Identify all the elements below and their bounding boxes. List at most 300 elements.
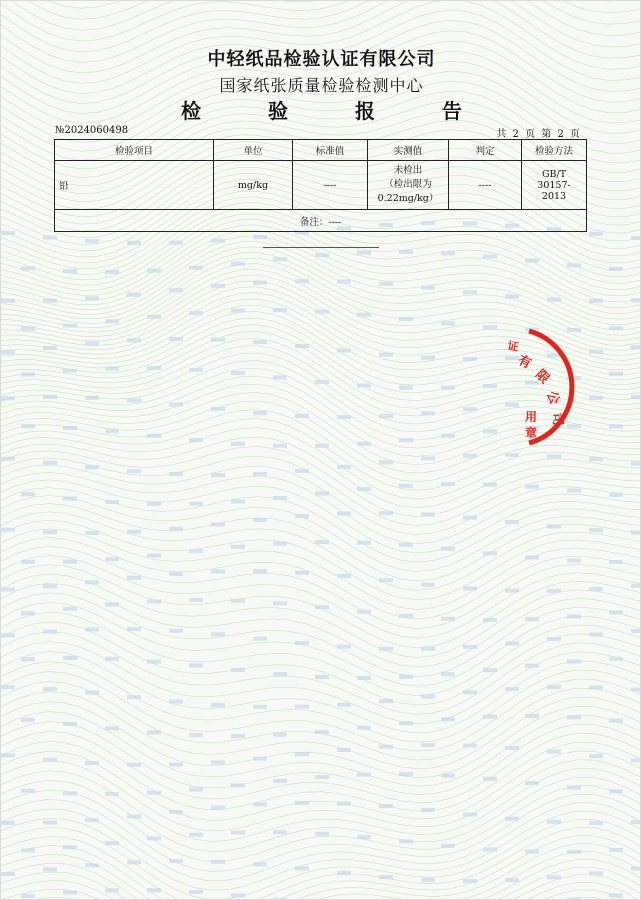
watermark-mark bbox=[441, 251, 455, 255]
watermark-mark bbox=[105, 603, 119, 607]
watermark-mark bbox=[21, 894, 35, 898]
watermark-mark bbox=[169, 859, 183, 863]
watermark-mark bbox=[253, 757, 267, 761]
watermark-mark bbox=[127, 627, 141, 631]
watermark-mark bbox=[421, 356, 435, 360]
watermark-mark bbox=[505, 453, 519, 457]
watermark-mark bbox=[525, 781, 539, 785]
watermark-mark bbox=[295, 514, 309, 518]
watermark-mark bbox=[105, 367, 119, 371]
remarks-cell bbox=[55, 210, 587, 232]
table-row bbox=[55, 161, 587, 210]
watermark-mark bbox=[43, 530, 57, 534]
watermark-mark bbox=[589, 350, 603, 354]
watermark-mark bbox=[189, 368, 203, 372]
watermark-mark bbox=[589, 871, 603, 875]
guilloche-line bbox=[1, 225, 641, 308]
watermark-mark bbox=[189, 502, 203, 506]
watermark-mark bbox=[399, 250, 413, 254]
watermark-mark bbox=[85, 818, 99, 822]
svg-text:证: 证 bbox=[506, 339, 520, 354]
watermark-mark bbox=[463, 454, 477, 458]
watermark-mark bbox=[169, 402, 183, 406]
watermark-mark bbox=[63, 791, 77, 795]
watermark-mark bbox=[105, 429, 119, 433]
watermark-mark bbox=[315, 775, 329, 779]
watermark-mark bbox=[43, 758, 57, 762]
watermark-mark bbox=[189, 733, 203, 737]
watermark-mark bbox=[169, 763, 183, 767]
watermark-mark bbox=[357, 835, 371, 839]
watermark-mark bbox=[547, 298, 561, 302]
guilloche-line bbox=[1, 465, 641, 535]
watermark-mark bbox=[147, 269, 161, 273]
watermark-mark bbox=[169, 472, 183, 476]
watermark-mark bbox=[189, 833, 203, 837]
cell-judgement: ---- bbox=[449, 161, 522, 210]
guilloche-line bbox=[1, 875, 641, 900]
watermark-mark bbox=[295, 801, 309, 805]
organization-name: 中轻纸品检验认证有限公司 bbox=[207, 49, 436, 70]
watermark-mark bbox=[63, 369, 77, 373]
end-of-report-line bbox=[263, 247, 379, 248]
watermark-mark bbox=[441, 386, 455, 390]
watermark-mark bbox=[43, 868, 57, 872]
watermark-mark bbox=[463, 357, 477, 361]
watermark-mark bbox=[631, 462, 641, 466]
watermark-mark bbox=[609, 893, 623, 897]
watermark-mark bbox=[253, 340, 267, 344]
watermark-mark bbox=[1, 457, 15, 461]
watermark-mark bbox=[567, 715, 581, 719]
inspection-center-name: 国家纸张质量检验检测中心 bbox=[219, 76, 424, 95]
watermark-mark bbox=[525, 556, 539, 560]
watermark-mark bbox=[421, 878, 435, 882]
watermark-mark bbox=[231, 545, 245, 549]
watermark-mark bbox=[547, 454, 561, 458]
watermark-mark bbox=[211, 239, 225, 243]
watermark-mark bbox=[315, 310, 329, 314]
watermark-mark bbox=[631, 584, 641, 588]
watermark-mark bbox=[231, 371, 245, 375]
watermark-mark bbox=[631, 688, 641, 692]
watermark-mark bbox=[525, 485, 539, 489]
watermark-mark bbox=[379, 353, 393, 357]
watermark-mark bbox=[1, 633, 15, 637]
watermark-mark bbox=[609, 719, 623, 723]
watermark-mark bbox=[295, 469, 309, 473]
guilloche-line bbox=[1, 732, 641, 803]
watermark-mark bbox=[379, 511, 393, 515]
watermark-mark bbox=[127, 469, 141, 473]
watermark-mark bbox=[315, 832, 329, 836]
watermark-mark bbox=[483, 483, 497, 487]
watermark-mark bbox=[63, 426, 77, 430]
watermark-mark bbox=[441, 774, 455, 778]
watermark-mark bbox=[21, 718, 35, 722]
watermark-mark bbox=[21, 424, 35, 428]
watermark-mark bbox=[337, 802, 351, 806]
watermark-mark bbox=[421, 456, 435, 460]
watermark-mark bbox=[567, 850, 581, 854]
watermark-mark bbox=[505, 520, 519, 524]
watermark-mark bbox=[399, 772, 413, 776]
watermark-mark bbox=[231, 262, 245, 266]
watermark-mark bbox=[189, 664, 203, 668]
watermark-mark bbox=[127, 695, 141, 699]
watermark-mark bbox=[441, 434, 455, 438]
watermark-mark bbox=[85, 296, 99, 300]
watermark-mark bbox=[21, 373, 35, 377]
guilloche-line bbox=[1, 574, 641, 657]
watermark-mark bbox=[337, 645, 351, 649]
report-title: 检 验 报 告 bbox=[181, 99, 492, 123]
watermark-mark bbox=[463, 407, 477, 411]
watermark-mark bbox=[169, 572, 183, 576]
watermark-mark bbox=[147, 502, 161, 506]
watermark-mark bbox=[63, 891, 77, 895]
guilloche-line bbox=[1, 777, 641, 851]
watermark-mark bbox=[1, 396, 15, 400]
watermark-mark bbox=[483, 618, 497, 622]
watermark-mark bbox=[295, 344, 309, 348]
guilloche-line bbox=[1, 672, 641, 752]
watermark-mark bbox=[357, 384, 371, 388]
watermark-mark bbox=[525, 714, 539, 718]
watermark-mark bbox=[483, 777, 497, 781]
watermark-mark bbox=[169, 527, 183, 531]
watermark-mark bbox=[273, 444, 287, 448]
watermark-mark bbox=[43, 687, 57, 691]
watermark-mark bbox=[211, 338, 225, 342]
watermark-mark bbox=[105, 888, 119, 892]
watermark-mark bbox=[43, 299, 57, 303]
watermark-mark bbox=[567, 786, 581, 790]
watermark-mark bbox=[379, 578, 393, 582]
watermark-mark bbox=[609, 267, 623, 271]
watermark-mark bbox=[399, 839, 413, 843]
watermark-mark bbox=[127, 398, 141, 402]
watermark-mark bbox=[399, 484, 413, 488]
guilloche-line bbox=[1, 547, 641, 629]
watermark-mark bbox=[253, 569, 267, 573]
watermark-mark bbox=[63, 324, 77, 328]
watermark-mark bbox=[463, 516, 477, 520]
watermark-mark bbox=[315, 491, 329, 495]
watermark-mark bbox=[609, 372, 623, 376]
watermark-mark bbox=[399, 317, 413, 321]
watermark-mark bbox=[547, 875, 561, 879]
watermark-mark bbox=[1, 299, 15, 303]
watermark-mark bbox=[315, 444, 329, 448]
watermark-mark bbox=[357, 676, 371, 680]
watermark-mark bbox=[211, 860, 225, 864]
guilloche-line bbox=[1, 786, 641, 862]
watermark-mark bbox=[441, 547, 455, 551]
guilloche-line bbox=[1, 1, 641, 19]
watermark-mark bbox=[273, 830, 287, 834]
watermark-mark bbox=[147, 315, 161, 319]
watermark-mark bbox=[169, 337, 183, 341]
watermark-mark bbox=[399, 386, 413, 390]
watermark-mark bbox=[631, 758, 641, 762]
watermark-mark bbox=[273, 601, 287, 605]
watermark-mark bbox=[357, 610, 371, 614]
watermark-mark bbox=[127, 814, 141, 818]
watermark-mark bbox=[1, 231, 15, 235]
watermark-mark bbox=[525, 850, 539, 854]
watermark-mark bbox=[379, 414, 393, 418]
watermark-mark bbox=[211, 570, 225, 574]
watermark-mark bbox=[231, 442, 245, 446]
cell-item: 铅 bbox=[55, 161, 214, 210]
watermark-mark bbox=[295, 866, 309, 870]
watermark-mark bbox=[43, 395, 57, 399]
guilloche-line bbox=[1, 488, 641, 562]
watermark-mark bbox=[483, 668, 497, 672]
guilloche-line bbox=[1, 811, 641, 890]
watermark-mark bbox=[463, 290, 477, 294]
watermark-mark bbox=[1, 588, 15, 592]
watermark-mark bbox=[337, 574, 351, 578]
watermark-mark bbox=[189, 890, 203, 894]
watermark-mark bbox=[253, 518, 267, 522]
watermark-mark bbox=[105, 319, 119, 323]
watermark-mark bbox=[85, 761, 99, 765]
watermark-mark bbox=[315, 605, 329, 609]
watermark-mark bbox=[127, 763, 141, 767]
watermark-mark bbox=[189, 266, 203, 270]
watermark-mark bbox=[463, 879, 477, 883]
watermark-mark bbox=[463, 690, 477, 694]
watermark-mark bbox=[379, 282, 393, 286]
watermark-mark bbox=[231, 500, 245, 504]
watermark-mark bbox=[253, 472, 267, 476]
watermark-mark bbox=[295, 571, 309, 575]
watermark-mark bbox=[43, 461, 57, 465]
watermark-mark bbox=[231, 599, 245, 603]
header-method: 检验方法 bbox=[522, 140, 587, 161]
guilloche-line bbox=[1, 632, 641, 715]
watermark-mark bbox=[379, 647, 393, 651]
watermark-mark bbox=[85, 580, 99, 584]
watermark-mark bbox=[43, 235, 57, 239]
watermark-mark bbox=[105, 792, 119, 796]
inspection-results-table bbox=[54, 139, 587, 232]
watermark-mark bbox=[21, 657, 35, 661]
watermark-mark bbox=[295, 414, 309, 418]
watermark-mark bbox=[379, 804, 393, 808]
watermark-mark bbox=[295, 705, 309, 709]
watermark-mark bbox=[63, 845, 77, 849]
watermark-mark bbox=[1, 753, 15, 757]
watermark-mark bbox=[357, 487, 371, 491]
watermark-mark bbox=[1, 872, 15, 876]
watermark-mark bbox=[547, 820, 561, 824]
guilloche-line bbox=[1, 712, 641, 787]
watermark-mark bbox=[631, 298, 641, 302]
watermark-mark bbox=[337, 703, 351, 707]
svg-text:有: 有 bbox=[515, 353, 534, 373]
watermark-mark bbox=[315, 540, 329, 544]
watermark-mark bbox=[589, 396, 603, 400]
watermark-mark bbox=[189, 598, 203, 602]
watermark-mark bbox=[589, 299, 603, 303]
watermark-mark bbox=[631, 236, 641, 240]
watermark-mark bbox=[505, 589, 519, 593]
watermark-mark bbox=[253, 411, 267, 415]
guilloche-line bbox=[1, 247, 641, 330]
guilloche-line bbox=[1, 867, 641, 900]
guilloche-line bbox=[1, 642, 641, 724]
watermark-mark bbox=[609, 657, 623, 661]
watermark-mark bbox=[295, 641, 309, 645]
watermark-mark bbox=[483, 551, 497, 555]
watermark-mark bbox=[357, 313, 371, 317]
watermark-mark bbox=[421, 286, 435, 290]
watermark-mark bbox=[253, 235, 267, 239]
watermark-mark bbox=[631, 531, 641, 535]
watermark-mark bbox=[231, 309, 245, 313]
watermark-mark bbox=[211, 523, 225, 527]
watermark-mark bbox=[357, 251, 371, 255]
svg-text:用: 用 bbox=[525, 410, 538, 424]
header-measured: 实测值 bbox=[368, 140, 449, 161]
watermark-mark bbox=[211, 284, 225, 288]
watermark-mark bbox=[483, 848, 497, 852]
watermark-mark bbox=[169, 241, 183, 245]
watermark-mark bbox=[85, 396, 99, 400]
watermark-mark bbox=[43, 346, 57, 350]
watermark-mark bbox=[189, 549, 203, 553]
guilloche-line bbox=[1, 819, 641, 899]
watermark-mark bbox=[505, 294, 519, 298]
watermark-mark bbox=[589, 821, 603, 825]
watermark-mark bbox=[147, 554, 161, 558]
header-item: 检验项目 bbox=[55, 140, 214, 161]
watermark-mark bbox=[631, 395, 641, 399]
watermark-mark bbox=[147, 599, 161, 603]
watermark-mark bbox=[273, 733, 287, 737]
watermark-mark bbox=[421, 743, 435, 747]
watermark-mark bbox=[43, 584, 57, 588]
watermark-mark bbox=[441, 482, 455, 486]
watermark-mark bbox=[63, 722, 77, 726]
watermark-mark bbox=[147, 434, 161, 438]
watermark-mark bbox=[421, 695, 435, 699]
watermark-mark bbox=[1, 821, 15, 825]
watermark-mark bbox=[399, 721, 413, 725]
watermark-mark bbox=[169, 810, 183, 814]
watermark-mark bbox=[315, 675, 329, 679]
svg-text:限: 限 bbox=[532, 367, 552, 388]
watermark-mark bbox=[189, 311, 203, 315]
watermark-mark bbox=[399, 675, 413, 679]
watermark-mark bbox=[547, 750, 561, 754]
watermark-mark bbox=[85, 239, 99, 243]
watermark-mark bbox=[85, 691, 99, 695]
watermark-mark bbox=[505, 878, 519, 882]
watermark-mark bbox=[631, 820, 641, 824]
watermark-mark bbox=[63, 497, 77, 501]
watermark-mark bbox=[147, 837, 161, 841]
watermark-mark bbox=[105, 557, 119, 561]
watermark-mark bbox=[63, 560, 77, 564]
watermark-mark bbox=[147, 660, 161, 664]
watermark-mark bbox=[589, 232, 603, 236]
guilloche-line bbox=[1, 556, 641, 639]
watermark-mark bbox=[463, 586, 477, 590]
watermark-mark bbox=[169, 288, 183, 292]
watermark-mark bbox=[253, 705, 267, 709]
watermark-mark bbox=[211, 473, 225, 477]
watermark-mark bbox=[211, 806, 225, 810]
watermark-mark bbox=[379, 875, 393, 879]
watermark-mark bbox=[315, 730, 329, 734]
watermark-mark bbox=[85, 627, 99, 631]
watermark-mark bbox=[63, 656, 77, 660]
watermark-mark bbox=[231, 893, 245, 897]
watermark-mark bbox=[399, 614, 413, 618]
watermark-mark bbox=[631, 867, 641, 871]
watermark-mark bbox=[169, 629, 183, 633]
watermark-mark bbox=[483, 255, 497, 259]
report-number: №2024060498 bbox=[55, 125, 129, 136]
watermark-mark bbox=[1, 685, 15, 689]
watermark-mark bbox=[421, 513, 435, 517]
watermark-mark bbox=[337, 871, 351, 875]
watermark-mark bbox=[43, 821, 57, 825]
watermark-mark bbox=[337, 748, 351, 752]
watermark-mark bbox=[631, 345, 641, 349]
watermark-mark bbox=[609, 424, 623, 428]
watermark-mark bbox=[231, 831, 245, 835]
watermark-mark bbox=[505, 817, 519, 821]
measured-line: （检出限为 bbox=[384, 179, 432, 190]
watermark-mark bbox=[463, 645, 477, 649]
watermark-mark bbox=[147, 791, 161, 795]
watermark-mark bbox=[441, 717, 455, 721]
watermark-mark bbox=[357, 726, 371, 730]
watermark-mark bbox=[21, 611, 35, 615]
watermark-mark bbox=[589, 685, 603, 689]
watermark-mark bbox=[231, 734, 245, 738]
watermark-mark bbox=[589, 633, 603, 637]
watermark-mark bbox=[609, 848, 623, 852]
watermark-mark bbox=[609, 560, 623, 564]
watermark-mark bbox=[273, 672, 287, 676]
watermark-mark bbox=[295, 279, 309, 283]
watermark-mark bbox=[105, 726, 119, 730]
watermark-mark bbox=[505, 746, 519, 750]
watermark-mark bbox=[105, 270, 119, 274]
watermark-mark bbox=[21, 789, 35, 793]
watermark-mark bbox=[147, 366, 161, 370]
watermark-mark bbox=[253, 803, 267, 807]
watermark-mark bbox=[85, 342, 99, 346]
watermark-mark bbox=[337, 415, 351, 419]
watermark-mark bbox=[505, 687, 519, 691]
watermark-mark bbox=[505, 641, 519, 645]
watermark-mark bbox=[525, 617, 539, 621]
watermark-mark bbox=[609, 789, 623, 793]
watermark-mark bbox=[127, 576, 141, 580]
watermark-mark bbox=[589, 754, 603, 758]
watermark-mark bbox=[589, 587, 603, 591]
watermark-mark bbox=[21, 849, 35, 853]
watermark-mark bbox=[1, 350, 15, 354]
watermark-mark bbox=[105, 500, 119, 504]
